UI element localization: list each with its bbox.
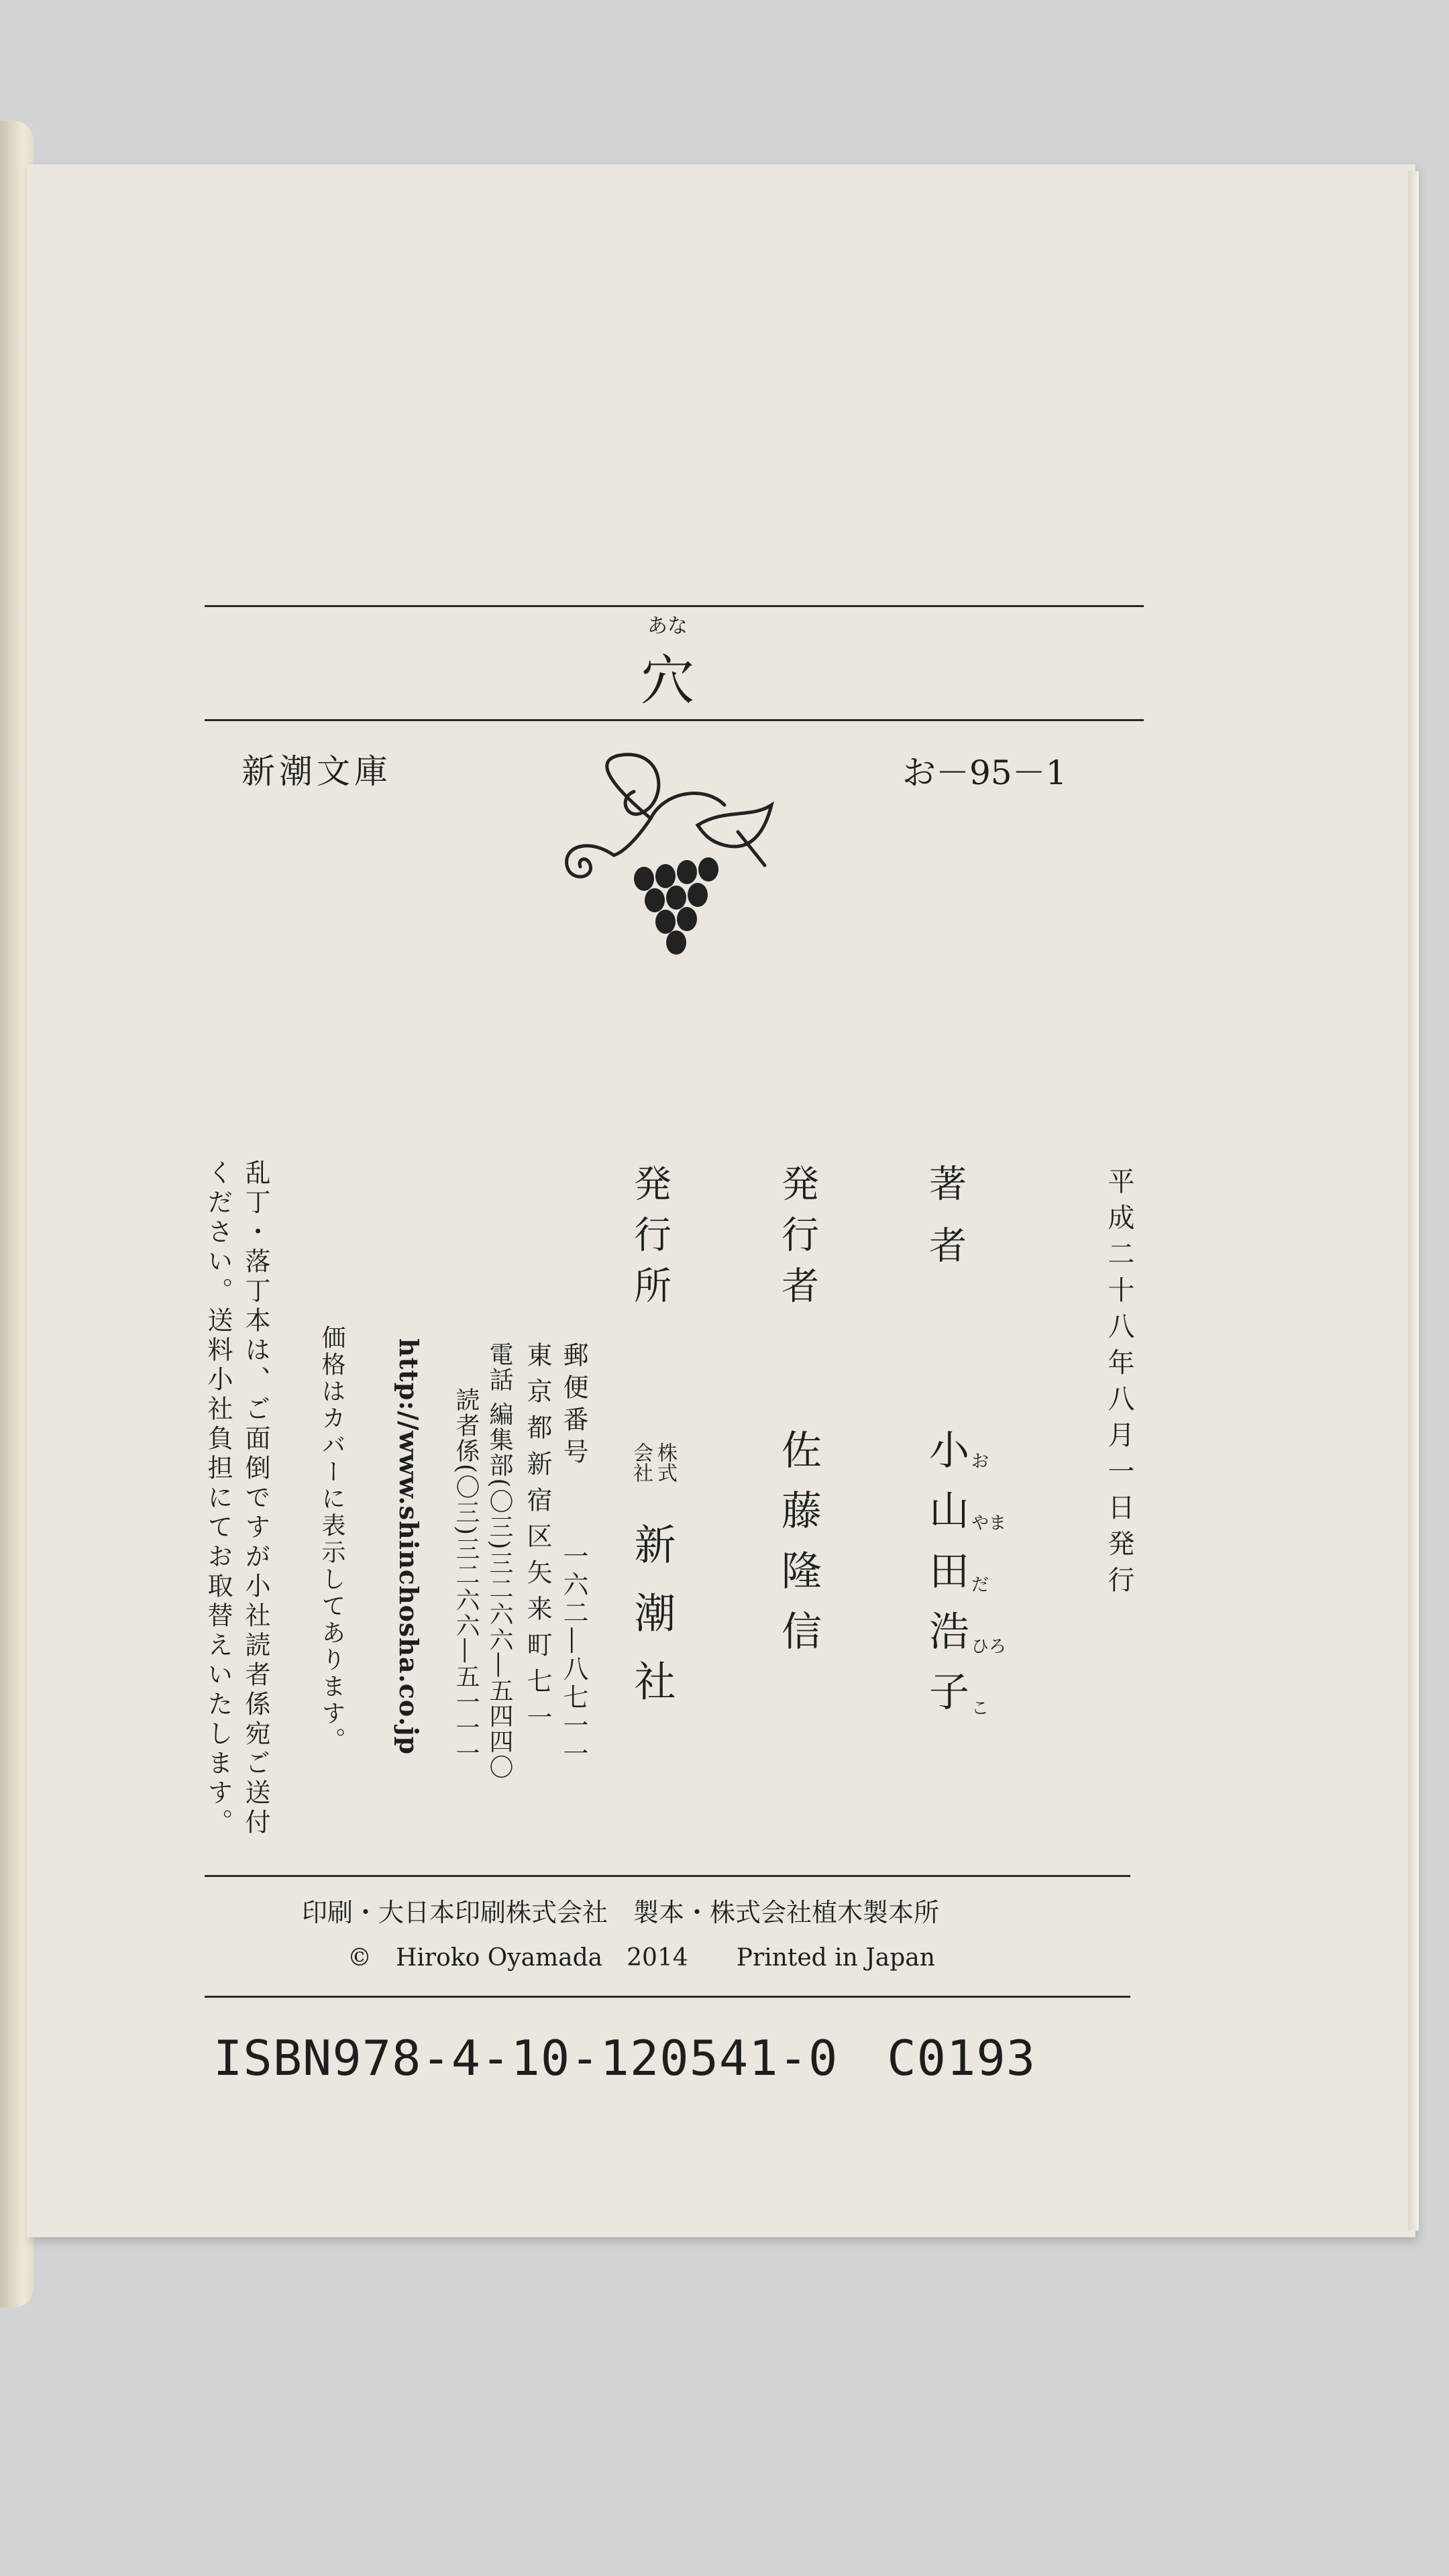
author-ruby-4: ひろ <box>971 1637 1007 1657</box>
page-stack-edge <box>1408 171 1419 2231</box>
publisher-role: 発行所 <box>628 1164 672 1317</box>
author-ruby-3: だ <box>971 1575 989 1595</box>
author-role: 著者 <box>923 1164 967 1287</box>
postal-label: 郵便番号 <box>559 1342 588 1470</box>
copyright-line: © Hiroko Oyamada 2014 Printed in Japan <box>347 1944 935 1972</box>
isbn: ISBN978-4-10-120541-0 C0193 <box>213 2030 1036 2086</box>
address: 東京都新宿区矢来町七一 <box>523 1342 552 1740</box>
printer-line: 印刷・大日本印刷株式会社 製本・株式会社植木製本所 <box>302 1898 940 1927</box>
author-ruby-1: お <box>971 1452 989 1472</box>
company-type-2: 会社 <box>629 1442 653 1483</box>
author-name: 小山田浩子 <box>922 1429 969 1731</box>
phone-reader: 読者係(〇三)三二六六―五一一一 <box>452 1387 480 1766</box>
grape-logo-icon <box>550 745 792 966</box>
title-ruby: あな <box>647 614 688 638</box>
price-note: 価格はカバーに表示してあります。 <box>318 1325 345 1754</box>
publisher-person-name: 佐藤隆信 <box>775 1429 822 1670</box>
notice-line-1: 乱丁・落丁本は、ご面倒ですが小社読者係宛ご送付 <box>241 1159 270 1838</box>
bleed-through-text <box>1221 315 1265 986</box>
company-type-1: 株式 <box>653 1442 677 1483</box>
bottom-rule-top <box>205 1875 1130 1877</box>
publisher-name: 新潮社 <box>627 1523 676 1728</box>
title: 穴 <box>641 649 694 712</box>
publisher-url[interactable]: http://www.shinchosha.co.jp <box>394 1338 424 1756</box>
phone-editorial: 電話 編集部(〇三)三二六六―五四四〇 <box>486 1342 513 1780</box>
title-rule-top <box>205 605 1144 607</box>
series-number: お－95－1 <box>902 753 1067 792</box>
bottom-rule-bottom <box>205 1996 1130 1998</box>
publisher-person-role: 発行者 <box>775 1164 819 1317</box>
notice-line-2: ください。送料小社負担にてお取替えいたします。 <box>203 1159 233 1838</box>
author-ruby-2: やま <box>971 1513 1007 1534</box>
postal-code: 一六二―八七一一 <box>559 1543 588 1768</box>
title-rule-bottom <box>205 719 1144 721</box>
author-ruby-5: こ <box>971 1699 989 1719</box>
series-label: 新潮文庫 <box>241 752 392 791</box>
publication-date: 平成二十八年八月一日発行 <box>1104 1167 1134 1602</box>
